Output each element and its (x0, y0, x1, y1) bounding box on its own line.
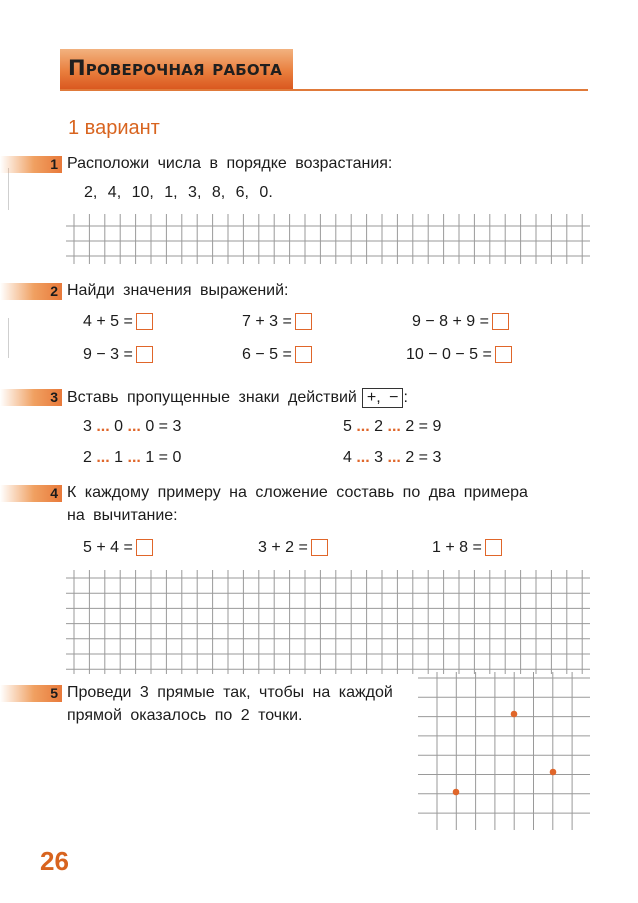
point-grid[interactable] (418, 672, 590, 830)
equation: 2 ... 1 ... 1 = 0 (83, 449, 182, 466)
expression-row (412, 313, 509, 331)
task-2-marker (0, 283, 62, 300)
expression: 5 + 4 = (83, 539, 133, 556)
answer-box[interactable] (136, 313, 153, 330)
blank-sign[interactable]: ... (387, 418, 401, 435)
expression-row (432, 539, 502, 557)
blank-sign[interactable]: ... (356, 449, 370, 466)
task-5-number: 5 (50, 685, 58, 701)
answer-box[interactable] (136, 539, 153, 556)
expression: 10 − 0 − 5 = (406, 346, 492, 363)
expression-row (258, 539, 328, 557)
task-1-text: Расположи числа в порядке возрастания: (67, 155, 393, 172)
page-title: Проверочная работа (68, 56, 283, 80)
task-1-number: 1 (50, 156, 58, 172)
task-2-text: Найди значения выражений: (67, 282, 289, 299)
margin-mark (8, 318, 9, 358)
task-5-marker (0, 685, 62, 702)
answer-box[interactable] (136, 346, 153, 363)
task-3-text (67, 388, 408, 408)
answer-box[interactable] (495, 346, 512, 363)
answer-grid-4[interactable] (66, 570, 590, 674)
point (453, 789, 460, 796)
expression: 9 − 3 = (83, 346, 133, 363)
variant-heading: 1 вариант (68, 117, 160, 139)
answer-box[interactable] (485, 539, 502, 556)
expression-row (83, 539, 153, 557)
expression: 9 − 8 + 9 = (412, 313, 489, 330)
task-4-text-line1: К каждому примеру на сложение составь по два примера (67, 484, 528, 501)
expression: 6 − 5 = (242, 346, 292, 363)
colon: : (403, 389, 408, 406)
point (511, 711, 518, 718)
signs-box: +, − (362, 388, 404, 408)
blank-sign[interactable]: ... (96, 449, 110, 466)
task-5-text-line1: Проведи 3 прямые так, чтобы на каждой (67, 684, 393, 701)
task-1-numbers: 2, 4, 10, 1, 3, 8, 6, 0. (84, 184, 273, 201)
task-5-text-line2: прямой оказалось по 2 точки. (67, 707, 303, 724)
point (550, 769, 557, 776)
expression: 4 + 5 = (83, 313, 133, 330)
title-underline (60, 89, 588, 91)
expression-row (406, 346, 512, 364)
task-3-marker (0, 389, 62, 406)
equation: 5 ... 2 ... 2 = 9 (343, 418, 442, 435)
task-4-number: 4 (50, 485, 58, 501)
blank-sign[interactable]: ... (127, 449, 141, 466)
answer-grid-1[interactable] (66, 214, 590, 264)
blank-sign[interactable]: ... (356, 418, 370, 435)
expression: 7 + 3 = (242, 313, 292, 330)
expression-row (242, 313, 312, 331)
expression-row (83, 313, 153, 331)
page-number: 26 (40, 846, 69, 876)
answer-box[interactable] (295, 346, 312, 363)
task-2-number: 2 (50, 283, 58, 299)
task-4-marker (0, 485, 62, 502)
equation: 3 ... 0 ... 0 = 3 (83, 418, 182, 435)
blank-sign[interactable]: ... (96, 418, 110, 435)
task-3-number: 3 (50, 389, 58, 405)
blank-sign[interactable]: ... (387, 449, 401, 466)
answer-box[interactable] (311, 539, 328, 556)
blank-sign[interactable]: ... (127, 418, 141, 435)
task-1-marker (0, 156, 62, 173)
equation: 4 ... 3 ... 2 = 3 (343, 449, 442, 466)
answer-box[interactable] (492, 313, 509, 330)
expression: 1 + 8 = (432, 539, 482, 556)
task-3-instruction: Вставь пропущенные знаки действий (67, 389, 357, 406)
margin-mark (8, 168, 9, 210)
expression-row (83, 346, 153, 364)
task-4-text-line2: на вычитание: (67, 507, 178, 524)
answer-box[interactable] (295, 313, 312, 330)
expression: 3 + 2 = (258, 539, 308, 556)
expression-row (242, 346, 312, 364)
